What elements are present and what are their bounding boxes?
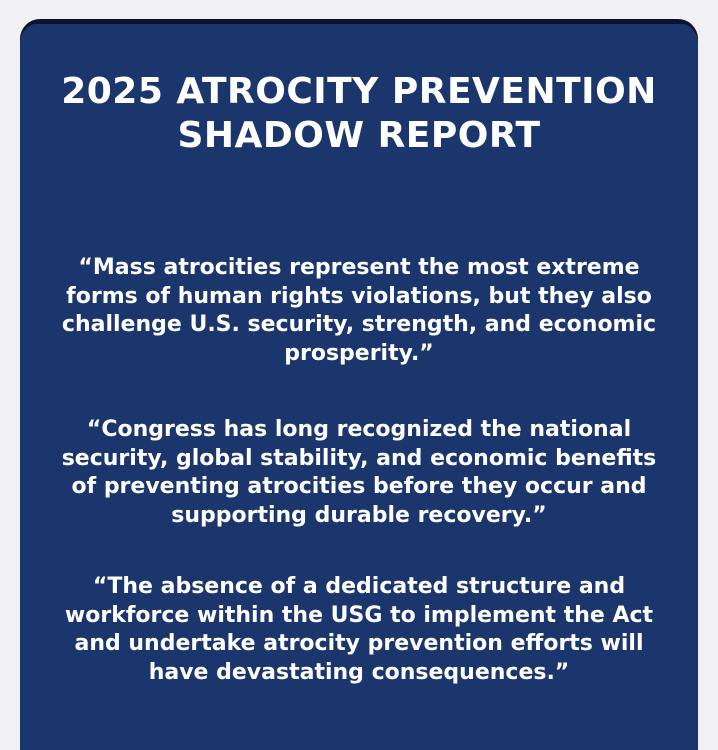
quote-line: challenge U.S. security, strength, and economic	[61, 312, 657, 337]
quote-line: of preventing atrocities before they occur and	[71, 474, 647, 499]
quote-line: security, global stability, and economic benefits	[61, 445, 657, 471]
quote-3	[20, 573, 698, 687]
quote-line: workforce within the USG to implement the Act	[64, 602, 654, 628]
quote-line: forms of human rights violations, but they also	[66, 283, 652, 309]
report-card	[20, 20, 698, 750]
quote-line: “Congress has long recognized the national	[86, 417, 632, 442]
report-title-line: SHADOW REPORT	[177, 115, 541, 157]
quote-line: supporting durable recovery.”	[171, 502, 547, 528]
quote-line: “The absence of a dedicated structure and	[92, 574, 626, 599]
quote-line: prosperity.”	[284, 340, 434, 366]
quote-line: and undertake atrocity prevention efforts will	[74, 631, 644, 656]
quote-line: have devastating consequences.”	[148, 659, 570, 685]
quote-line: “Mass atrocities represent the most extreme	[78, 255, 640, 280]
quote-2	[20, 416, 698, 530]
report-title-line: 2025 ATROCITY PREVENTION	[61, 71, 657, 113]
quote-1	[20, 254, 698, 368]
report-title	[20, 70, 698, 158]
